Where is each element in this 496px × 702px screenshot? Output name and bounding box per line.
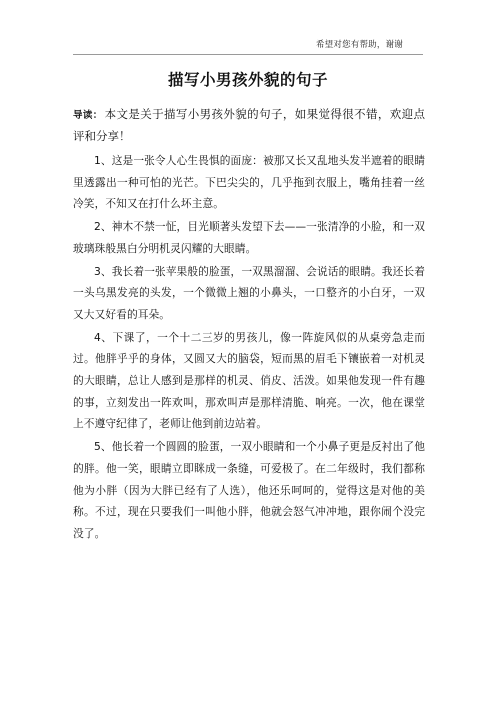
intro-label: 导读：: [73, 110, 103, 121]
body-paragraph-2: 2、神木不禁一怔，目光顺著头发望下去——一张清净的小脸，和一双玻璃珠般黑白分明机灵闪耀的大眼睛。: [73, 220, 425, 255]
body-paragraph-4: 4、下课了，一个十二三岁的男孩儿，像一阵旋风似的从桌旁急走而过。他胖乎乎的身体，又圆又大的脑袋，短而黑的眉毛下镶嵌着一对机灵的大眼睛，总让人感到是那样的机灵、俏皮、活泼。如果他发现一件有趣的事，立刻发出一阵欢叫，那欢叫声是那样清脆、响亮。一次，他在课堂上不遵守纪律了，老师让他到前边站着。: [73, 330, 425, 431]
body-paragraph-5: 5、他长着一个圆圆的脸蛋，一双小眼睛和一个小鼻子更是反衬出了他的胖。他一笑，眼睛立即眯成一条缝，可爱极了。在二年级时，我们都称他为小胖（因为大胖已经有了人选），他还乐呵呵的，觉得这是对他的美称。不过，现在只要我们一叫他小胖，他就会怒气冲冲地，跟你闹个没完没了。: [73, 440, 425, 540]
intro-text: 本文是关于描写小男孩外貌的句子，如果觉得很不错，欢迎点评和分享！: [73, 107, 425, 143]
body-paragraph-3: 3、我长着一张苹果般的脸蛋，一双黑溜溜、会说话的眼睛。我还长着一头乌黑发亮的头发，一个微微上翘的小鼻头，一口整齐的小白牙，一双又大又好看的耳朵。: [73, 264, 425, 321]
document-title: 描写小男孩外貌的句子: [167, 71, 328, 89]
header-divider: [73, 54, 423, 55]
document-body: [73, 104, 425, 546]
header-note: 希望对您有帮助，谢谢: [315, 40, 403, 50]
body-paragraph-1: 1、这是一张令人心生畏惧的面庞：被那又长又乱地头发半遮着的眼睛里透露出一种可怕的光芒。下巴尖尖的，几乎拖到衣服上，嘴角挂着一丝冷笑，不知又在打什么坏主意。: [73, 154, 425, 211]
intro-paragraph: [73, 104, 425, 147]
